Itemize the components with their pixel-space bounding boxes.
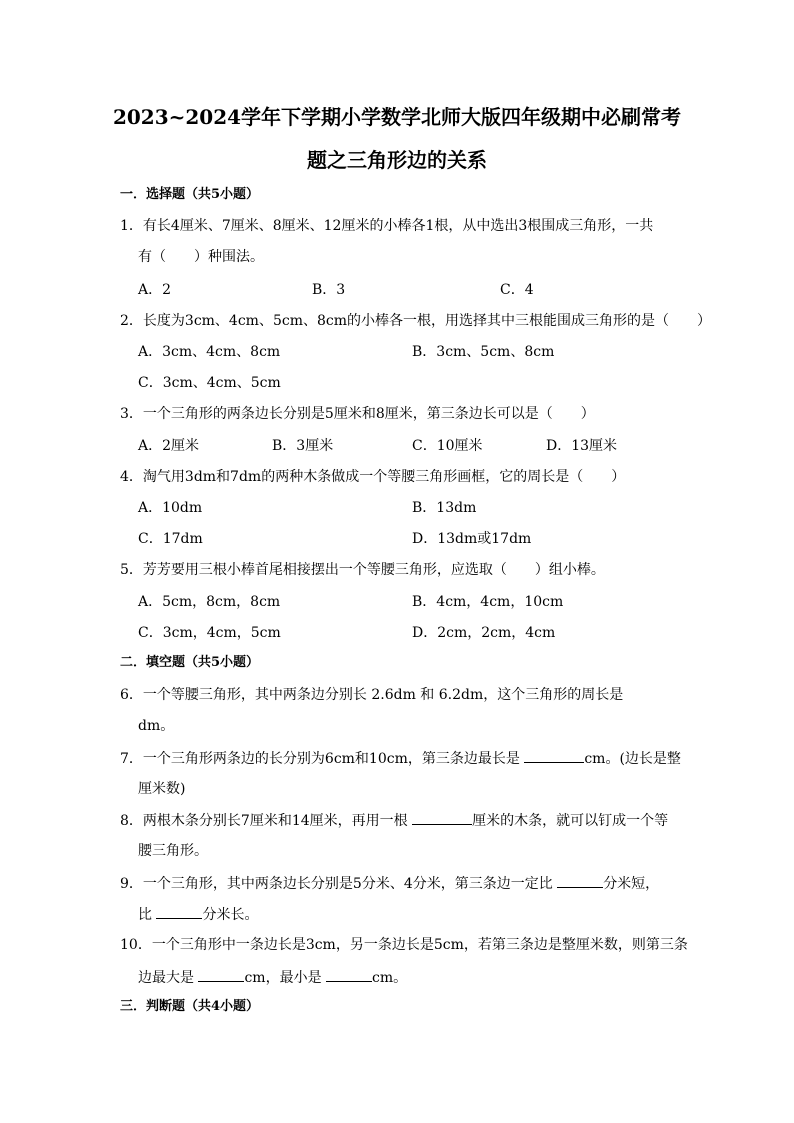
question-1-option-b: B．3 — [312, 282, 346, 298]
question-9-stem-part-a: 9．一个三角形，其中两条边长分别是5分米、4分米，第三条边一定比 — [120, 876, 553, 892]
question-5-option-c: C．3cm，4cm，5cm — [138, 625, 281, 641]
question-6-stem-cont: dm。 — [138, 718, 175, 734]
section-heading-fill-in: 二．填空题（共5小题） — [120, 655, 260, 670]
answer-blank[interactable] — [557, 873, 603, 888]
question-10-stem-part-b: cm，最小是 — [244, 970, 322, 986]
question-2-option-c: C．3cm、4cm、5cm — [138, 375, 281, 391]
question-9-stem-part-c: 比 — [138, 907, 152, 923]
question-8-stem-cont: 腰三角形。 — [138, 843, 208, 859]
question-2-stem — [120, 311, 711, 331]
question-1-stem: 1．有长4厘米、7厘米、8厘米、12厘米的小棒各1根，从中选出3根围成三角形，一共 — [120, 218, 654, 234]
answer-blank[interactable] — [198, 967, 244, 982]
answer-blank[interactable] — [326, 967, 372, 982]
question-8-stem-part-a: 8．两根木条分别长7厘米和14厘米，再用一根 — [120, 813, 408, 829]
question-6-stem: 6．一个等腰三角形，其中两条边分别长 2.6dm 和 6.2dm，这个三角形的周长是 — [120, 687, 624, 703]
question-2-stem-part-b: ） — [697, 313, 711, 329]
question-8-stem — [120, 810, 668, 831]
question-4-option-c: C．17dm — [138, 531, 203, 547]
question-4-stem — [120, 467, 625, 487]
question-4-option-d: D．13dm或17dm — [412, 531, 532, 547]
document-title-line-1: 2023~2024学年下学期小学数学北师大版四年级期中必刷常考 — [112, 105, 682, 129]
question-9-stem-cont — [138, 904, 258, 925]
question-1-stem-cont — [138, 247, 264, 267]
question-7-stem — [120, 748, 681, 769]
question-1-stem-part-a: 有（ — [138, 249, 166, 265]
question-1-option-a: A．2 — [138, 282, 172, 298]
question-10-stem-part-c: cm。 — [372, 970, 408, 986]
question-2-option-b: B．3cm、5cm、8cm — [412, 344, 555, 360]
question-8-stem-part-b: 厘米的木条，就可以钉成一个等 — [472, 813, 669, 829]
question-10-stem-cont — [138, 967, 407, 988]
question-10-stem: 10．一个三角形中一条边长是3cm，另一条边长是5cm，若第三条边是整厘米数，则第三条 — [120, 937, 688, 953]
question-1-option-c: C．4 — [500, 282, 534, 298]
question-3-stem — [120, 404, 595, 424]
question-3-option-b: B．3厘米 — [272, 438, 334, 454]
question-7-stem-part-b: cm。(边长是整 — [584, 751, 681, 767]
question-5-stem — [120, 560, 605, 580]
question-5-option-b: B．4cm，4cm，10cm — [412, 594, 564, 610]
question-4-option-b: B．13dm — [412, 500, 477, 516]
question-7-stem-part-a: 7．一个三角形两条边的长分别为6cm和10cm，第三条边最长是 — [120, 751, 520, 767]
question-3-option-a: A．2厘米 — [138, 438, 200, 454]
question-4-stem-part-b: ） — [611, 469, 626, 485]
section-heading-judgment: 三．判断题（共4小题） — [120, 999, 260, 1014]
answer-blank[interactable] — [156, 904, 202, 919]
section-heading-choice: 一．选择题（共5小题） — [120, 187, 260, 202]
question-3-stem-part-a: 3．一个三角形的两条边长分别是5厘米和8厘米，第三条边长可以是（ — [120, 406, 553, 422]
question-5-stem-part-a: 5．芳芳要用三根小棒首尾相接摆出一个等腰三角形，应选取（ — [120, 562, 507, 578]
question-3-stem-part-b: ） — [580, 406, 595, 422]
question-4-stem-part-a: 4．淘气用3dm和7dm的两种木条做成一个等腰三角形画框，它的周长是（ — [120, 469, 584, 485]
document-title-line-2: 题之三角形边的关系 — [307, 148, 487, 172]
question-5-option-d: D．2cm，2cm，4cm — [412, 625, 556, 641]
question-10-stem-part-a: 边最大是 — [138, 970, 194, 986]
answer-blank[interactable] — [524, 748, 584, 763]
question-2-stem-part-a: 2．长度为3cm、4cm、5cm、8cm的小棒各一根，用选择其中三根能围成三角形的是（ — [120, 313, 669, 329]
question-5-option-a: A．5cm，8cm，8cm — [138, 594, 281, 610]
answer-blank[interactable] — [412, 810, 472, 825]
question-4-option-a: A．10dm — [138, 500, 203, 516]
question-9-stem-part-d: 分米长。 — [202, 907, 259, 923]
question-3-option-c: C．10厘米 — [412, 438, 483, 454]
question-7-stem-cont: 厘米数) — [138, 781, 186, 797]
question-9-stem — [120, 873, 659, 894]
question-1-stem-part-b: ）种围法。 — [194, 249, 264, 265]
question-5-stem-part-b: ）组小棒。 — [534, 562, 605, 578]
question-2-option-a: A．3cm、4cm、8cm — [138, 344, 281, 360]
question-9-stem-part-b: 分米短， — [603, 876, 660, 892]
question-3-option-d: D．13厘米 — [546, 438, 618, 454]
